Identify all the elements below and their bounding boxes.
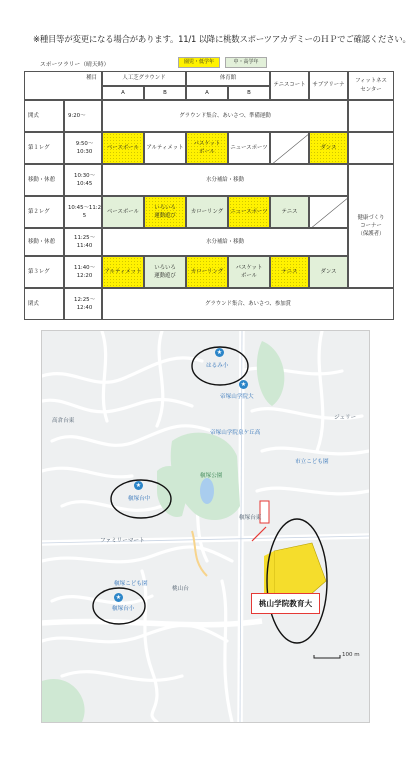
header-gym-a: A xyxy=(186,86,228,100)
label-park: 槇塚公園 xyxy=(200,473,223,479)
diagonal-slash xyxy=(310,197,348,228)
label-station: 槇塚台東 xyxy=(239,515,262,521)
label-seikyo-jhs: 槇塚台中 xyxy=(128,496,151,502)
label-ichiritsu: 市立こども園 xyxy=(295,459,329,465)
header-sub-arena: サブアリーナ xyxy=(309,71,348,100)
school-pin-icon: ★ xyxy=(240,381,247,388)
header-gym: 体育館 xyxy=(186,71,270,86)
row-time: 9:20～ xyxy=(64,100,102,132)
row-time: 12:25～12:40 xyxy=(64,288,102,320)
header-event: 種目 xyxy=(24,71,102,100)
row-time: 9:50～10:30 xyxy=(64,132,102,164)
map-streets xyxy=(42,331,369,722)
row-time: 11:25～11:40 xyxy=(64,228,102,256)
activity-cell: バスケット ボール xyxy=(228,256,270,288)
row-name: 第３レグ xyxy=(24,256,64,288)
area-map[interactable] xyxy=(41,330,370,723)
row-content: グラウンド集合、あいさつ、参加賞 xyxy=(102,288,394,320)
header-turf-a: A xyxy=(102,86,144,100)
label-familymart: ファミリーマート xyxy=(100,538,145,544)
unavailable-cell xyxy=(309,196,348,228)
notice-text: ※種目等が変更になる場合があります。11/1 以降に桃数スポーツアカデミーのＨＰでご確認ください。 xyxy=(33,34,411,44)
label-hs: 帝塚山学院泉ケ丘高 xyxy=(210,430,261,436)
label-kaneko: 高倉台東 xyxy=(52,418,75,424)
row-name: 移動・休憩 xyxy=(24,164,64,196)
legend-green: 中・高学年 xyxy=(225,57,267,68)
diagonal-slash xyxy=(271,133,309,164)
activity-cell: テニス xyxy=(270,196,309,228)
fitness-empty xyxy=(348,132,394,164)
label-kinder: 槇塚こども園 xyxy=(114,581,148,587)
legend-yellow: 園児・低学年 xyxy=(178,57,220,68)
school-pin-icon: ★ xyxy=(216,349,223,356)
fitness-note: 健康づくり コーナー （保護者） xyxy=(348,164,394,288)
header-gym-b: B xyxy=(228,86,270,100)
header-tennis: テニスコート xyxy=(270,71,309,100)
row-name: 第１レグ xyxy=(24,132,64,164)
row-name: 第２レグ xyxy=(24,196,64,228)
label-hoshiu: 桃山台 xyxy=(172,586,189,592)
label-harumi: はるみ小 xyxy=(206,363,229,369)
row-name: 閉式 xyxy=(24,288,64,320)
label-univ: 帝塚山学院大 xyxy=(220,394,254,400)
activity-cell: バスケット ボール xyxy=(186,132,228,164)
header-turf: 人工芝グラウンド xyxy=(102,71,186,86)
unavailable-cell xyxy=(270,132,309,164)
label-geary: ジェリー xyxy=(334,415,357,421)
venue-label: 桃山学院教育大 xyxy=(251,593,320,614)
table-caption: スポーツラリー（晴天時） xyxy=(40,62,110,68)
row-time: 10:45～11:2 5 xyxy=(64,196,102,228)
activity-cell: テニス xyxy=(270,256,309,288)
label-makizuka-elem: 槇塚台小 xyxy=(112,606,135,612)
activity-cell: カローリング xyxy=(186,256,228,288)
row-content: 水分補給・移動 xyxy=(102,164,348,196)
activity-cell: アルティメット xyxy=(102,256,144,288)
fitness-empty xyxy=(348,100,394,132)
schedule-table xyxy=(24,71,394,320)
activity-cell: ベースボール xyxy=(102,196,144,228)
map-scale: 100 m xyxy=(342,652,360,658)
activity-cell: カローリング xyxy=(186,196,228,228)
school-pin-icon: ★ xyxy=(115,594,122,601)
row-content: グラウンド集合、あいさつ、準備運動 xyxy=(102,100,348,132)
row-time: 11:40～12:20 xyxy=(64,256,102,288)
header-turf-b: B xyxy=(144,86,186,100)
row-time: 10:30～10:45 xyxy=(64,164,102,196)
activity-cell: ベースボール xyxy=(102,132,144,164)
activity-cell: ニュースポーツ xyxy=(228,132,270,164)
row-content: 水分補給・移動 xyxy=(102,228,348,256)
row-name: 開式 xyxy=(24,100,64,132)
activity-cell: アルティメット xyxy=(144,132,186,164)
activity-cell: ダンス xyxy=(309,132,348,164)
activity-cell: いろいろ 運動遊び xyxy=(144,256,186,288)
header-fitness: フィットネス センター xyxy=(348,71,394,100)
school-pin-icon: ★ xyxy=(135,482,142,489)
row-name: 移動・休憩 xyxy=(24,228,64,256)
activity-cell: いろいろ 運動遊び xyxy=(144,196,186,228)
activity-cell: ニュースポーツ xyxy=(228,196,270,228)
activity-cell: ダンス xyxy=(309,256,348,288)
